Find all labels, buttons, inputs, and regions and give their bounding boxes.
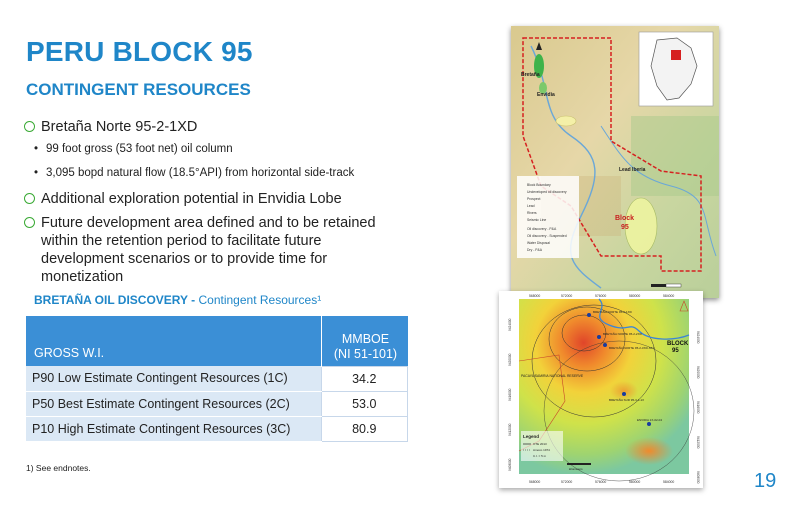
y-tick-label: 9416000 (696, 401, 700, 414)
y-tick-label: 9420000 (696, 366, 700, 379)
sub-bullet-item (30, 142, 404, 156)
y-tick-label: 9424000 (508, 318, 512, 331)
reserve-label: PACAYA SAMIRIA NATIONAL RESERVE (521, 374, 584, 378)
x-tick-label: 568000 (529, 480, 541, 484)
x-tick-label: 576000 (595, 480, 607, 484)
table-row (26, 416, 408, 441)
legend-item: Undeveloped oil discovery (527, 190, 567, 194)
table-caption-text: Contingent Resources¹ (198, 293, 322, 307)
table-header-row (26, 316, 408, 366)
block-number-label: 95 (672, 348, 679, 354)
legend-title: Legend (523, 434, 540, 439)
legend-item: Block Boundary (527, 183, 551, 187)
bullet-item (24, 190, 404, 208)
page-number: 19 (754, 470, 777, 492)
circle-bullet-icon (24, 217, 35, 228)
bullet-list (24, 118, 404, 292)
bullet-text: Additional exploration potential in Envidia Lobe (41, 191, 342, 207)
row-value: 34.2 (321, 366, 408, 391)
x-tick-label: 584000 (663, 294, 675, 298)
y-tick-label: 9424000 (696, 331, 700, 344)
table-caption-bold: BRETAÑA OIL DISCOVERY - (34, 293, 196, 307)
bullet-item (24, 118, 404, 136)
legend-item: Water Disposal (527, 241, 550, 245)
y-tick-label: 9420000 (508, 353, 512, 366)
label-block-number: 95 (621, 224, 629, 231)
header-mmboe-line1: MMBOE (341, 331, 390, 346)
header-gross-wi: GROSS W.I. (26, 316, 321, 366)
legend-item: Dry - P&A (527, 248, 543, 252)
well-marker-icon (622, 392, 626, 396)
page-title: PERU BLOCK 95 (26, 36, 253, 67)
well-marker-icon (647, 422, 651, 426)
sub-bullet-text: 99 foot gross (53 foot net) oil column (46, 143, 233, 155)
block-location-map (511, 26, 719, 298)
table-row (26, 391, 408, 416)
legend-item: Prospect (527, 197, 541, 201)
label-envidia: Envidia (537, 92, 555, 98)
table-row (26, 366, 408, 391)
x-tick-label: 576000 (595, 294, 607, 298)
footnote: 1) See endnotes. (26, 463, 91, 473)
bullet-text: Future development area defined and to be retained within the retention period to facilitate future development scenarios or to provide time for monetization (41, 215, 376, 285)
row-label: P10 High Estimate Contingent Resources (3C) (26, 416, 321, 441)
legend-item: Lead (527, 204, 535, 208)
legend-item: OTE 2013 (533, 442, 547, 446)
y-tick-label: 9412000 (696, 436, 700, 449)
well-label: BRETAÑA NORTE 95-2-2XD (603, 332, 642, 336)
label-lead-iberia: Lead Iberia (619, 167, 646, 173)
header-mmboe (321, 316, 408, 366)
sub-bullet-item (30, 166, 404, 180)
legend-item: Oil discovery - Suspended (527, 234, 567, 238)
table-caption (34, 293, 321, 307)
scale-label: kilometers (569, 467, 583, 471)
x-tick-label: 584000 (663, 480, 675, 484)
contour-map (499, 291, 703, 488)
header-mmboe-line2: (NI 51-101) (333, 346, 398, 361)
dot-bullet-icon: • (34, 167, 39, 179)
y-tick-label: 9412000 (508, 423, 512, 436)
map-graphic (511, 26, 719, 298)
circle-bullet-icon (24, 121, 35, 132)
x-tick-label: 580000 (629, 480, 641, 484)
label-block: Block (615, 215, 635, 222)
well-label: BRETAÑA NORTE 95-2-3XD-ST2 (609, 346, 655, 350)
legend-item: Amoco 1974 (533, 448, 550, 452)
x-tick-label: 568000 (529, 294, 541, 298)
bullet-text: Bretaña Norte 95-2-1XD (41, 119, 198, 135)
label-bretana: Bretaña (521, 72, 540, 78)
row-label: P90 Low Estimate Contingent Resources (1C) (26, 366, 321, 391)
row-value: 80.9 (321, 416, 408, 441)
sub-bullet-text: 3,095 bopd natural flow (18.5°API) from horizontal side-track (46, 167, 355, 179)
row-value: 53.0 (321, 391, 408, 416)
circle-bullet-icon (24, 193, 35, 204)
legend-item: C.I. = 5 m (533, 454, 547, 458)
bullet-item (24, 214, 404, 286)
x-tick-label: 580000 (629, 294, 641, 298)
block-label: BLOCK (667, 341, 689, 347)
y-tick-label: 9416000 (508, 388, 512, 401)
legend-item: Rivers (527, 211, 537, 215)
x-tick-label: 572000 (561, 294, 573, 298)
scale-bar-icon (567, 463, 591, 465)
y-tick-label: 9408000 (508, 458, 512, 471)
location-marker-icon (671, 50, 681, 60)
well-marker-icon (587, 313, 591, 317)
well-label: BRETAÑA SUR 95-3-4-1X (609, 398, 645, 402)
legend-item: Oil discovery - P&A (527, 227, 557, 231)
dot-bullet-icon: • (34, 143, 39, 155)
x-tick-label: 572000 (561, 480, 573, 484)
well-marker-icon (603, 343, 607, 347)
row-label: P50 Best Estimate Contingent Resources (2C) (26, 391, 321, 416)
legend-item: Seismic Line (527, 218, 547, 222)
contour-map-graphic (499, 291, 703, 488)
y-tick-label: 9408000 (696, 471, 700, 484)
resources-table (26, 316, 408, 442)
well-marker-icon (597, 335, 601, 339)
well-label: ENVIDIA 1X-02-04 (637, 418, 663, 422)
section-subtitle: CONTINGENT RESOURCES (26, 80, 251, 99)
well-label: BRETAÑA NORTE 95-2-1XD (593, 310, 632, 314)
